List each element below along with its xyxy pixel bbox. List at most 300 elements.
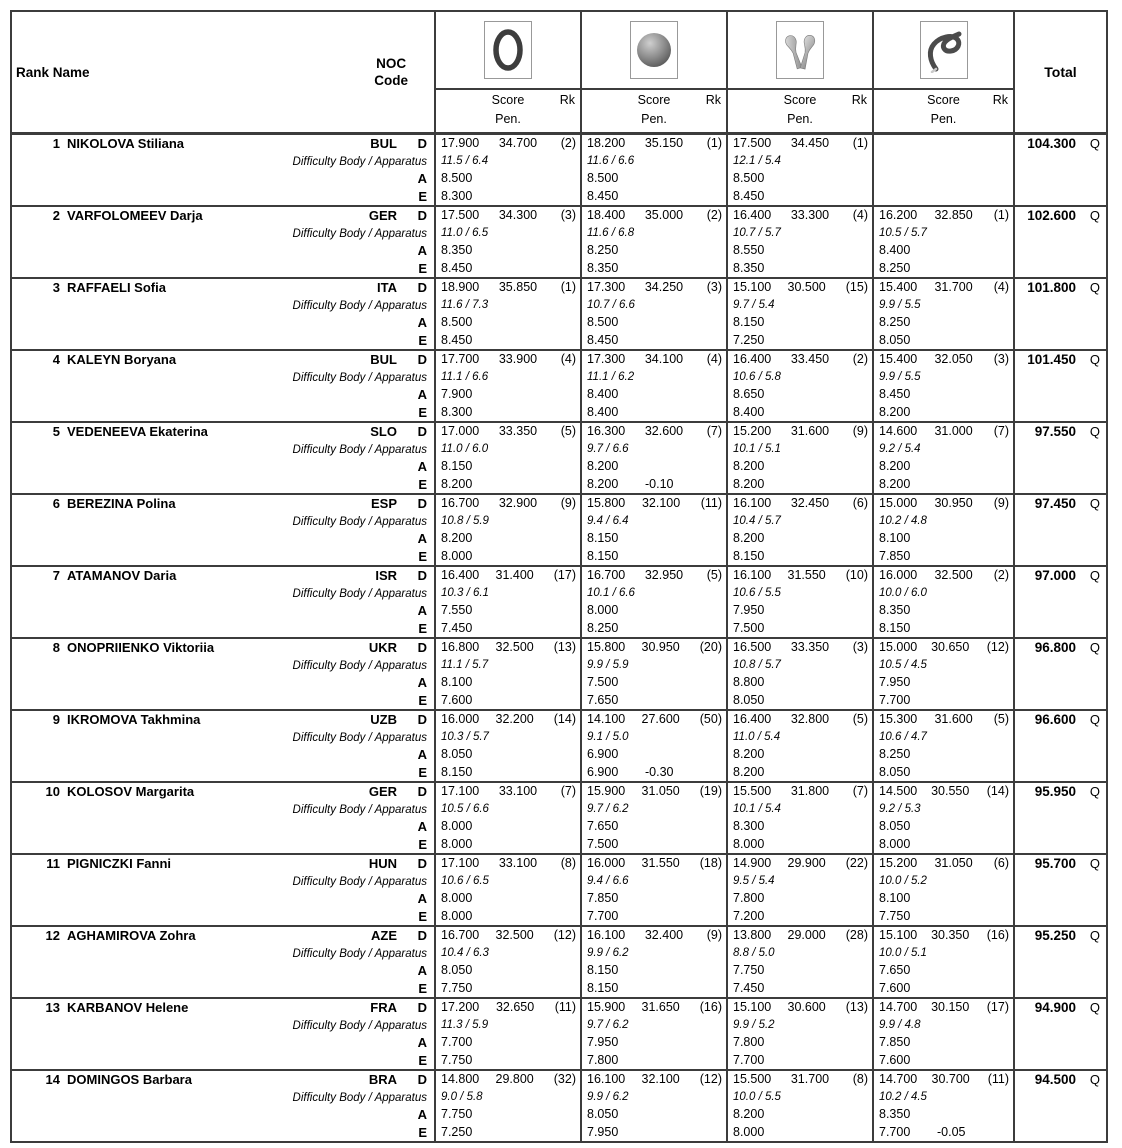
clubs-rank: (13) (845, 1000, 868, 1014)
ball-e-score: 8.350 (587, 260, 619, 275)
clubs-e-line (728, 1124, 872, 1142)
total-cell (1013, 783, 1106, 853)
difficulty-label: Difficulty Body / Apparatus (292, 875, 427, 888)
ball-total-score: 31.650 (641, 1000, 680, 1014)
ribbon-d-line (874, 423, 1013, 441)
ball-d-line (582, 495, 726, 513)
hoop-e-score: 8.150 (441, 764, 473, 779)
total-line (1017, 1071, 1102, 1089)
difficulty-line (12, 369, 434, 387)
athlete-cell (12, 567, 434, 637)
ball-d-score: 16.100 (587, 1072, 626, 1086)
clubs-a-line (728, 818, 872, 836)
e-line (12, 836, 434, 854)
ribbon-rank: (12) (986, 640, 1009, 654)
ball-rank: (50) (699, 712, 722, 726)
ball-d-line (582, 783, 726, 801)
ribbon-rank: (3) (993, 352, 1009, 366)
clubs-score-cell (726, 279, 872, 349)
table-row (12, 781, 1106, 853)
clubs-rank: (15) (845, 280, 868, 294)
ribbon-d-line (874, 855, 1013, 873)
clubs-a-line (728, 962, 872, 980)
clubs-a-line (728, 1034, 872, 1052)
difficulty-line (12, 729, 434, 747)
total-line (1017, 639, 1102, 657)
hoop-e-line (436, 1052, 580, 1070)
clubs-penalty (791, 548, 853, 566)
ball-e-score: 7.500 (587, 836, 619, 851)
ball-e-score: 8.400 (587, 404, 619, 419)
clubs-a-line (728, 530, 872, 548)
difficulty-label: Difficulty Body / Apparatus (292, 299, 427, 312)
noc-code: UZB (370, 712, 397, 727)
clubs-a-score: 8.200 (733, 459, 765, 473)
ball-a-score: 8.500 (587, 315, 619, 329)
ball-penalty (645, 188, 707, 206)
ribbon-score-cell (872, 711, 1013, 781)
a-line (12, 458, 434, 476)
ball-total-score: 32.100 (641, 1072, 680, 1086)
clubs-rank: (6) (852, 496, 868, 510)
clubs-difficulty-values: 11.0 / 5.4 (733, 730, 781, 743)
a-row-label: A (417, 459, 427, 474)
hoop-score-cell (434, 207, 580, 277)
clubs-d-line (728, 135, 872, 153)
ball-d-score: 14.100 (587, 712, 626, 726)
ball-icon-area (582, 12, 726, 88)
clubs-a-line (728, 674, 872, 692)
athlete-cell (12, 495, 434, 565)
clubs-d-line (728, 1071, 872, 1089)
athlete-cell (12, 351, 434, 421)
clubs-d-score: 17.500 (733, 136, 772, 150)
ball-e-line (582, 1052, 726, 1070)
hoop-e-score: 8.450 (441, 332, 473, 347)
ball-total-score: 32.100 (641, 496, 681, 510)
ball-rank: (7) (706, 424, 722, 438)
ball-e-line (582, 764, 726, 782)
e-line (12, 188, 434, 206)
ribbon-difficulty-values: 9.9 / 4.8 (879, 1018, 921, 1031)
total-line (1017, 495, 1102, 513)
ball-d-line (582, 351, 726, 369)
ball-d-line (582, 423, 726, 441)
clubs-rank: (2) (852, 352, 868, 366)
d-row-label: D (417, 136, 427, 151)
clubs-d-line (728, 495, 872, 513)
athlete-line (12, 207, 434, 225)
ribbon-a-score: 8.350 (879, 1107, 911, 1121)
hoop-difficulty-values: 10.8 / 5.9 (441, 514, 489, 527)
a-row-label: A (417, 891, 427, 906)
ball-penalty (645, 836, 707, 854)
ball-e-line (582, 332, 726, 350)
score-label: Score (927, 93, 960, 107)
pen-label: Pen. (930, 112, 957, 126)
clubs-d-score: 16.500 (733, 640, 772, 654)
clubs-e-line (728, 980, 872, 998)
d-row-label: D (417, 784, 427, 799)
hoop-total-score: 33.900 (498, 352, 538, 366)
ball-a-score: 7.950 (587, 1035, 619, 1049)
ribbon-difficulty-values: 10.0 / 5.1 (879, 946, 927, 959)
qualified-flag: Q (1089, 640, 1100, 655)
e-line (12, 260, 434, 278)
ribbon-e-line (874, 836, 1013, 854)
clubs-e-score: 7.450 (733, 980, 765, 995)
ribbon-d-score: 15.200 (879, 856, 918, 870)
hoop-a-line (436, 818, 580, 836)
clubs-score-header (728, 88, 872, 132)
athlete-rank: 7 (52, 568, 60, 583)
ball-penalty (645, 1052, 707, 1070)
total-score: 94.500 (1034, 1072, 1076, 1087)
ball-e-line (582, 692, 726, 710)
ball-rank: (4) (706, 352, 722, 366)
clubs-e-line (728, 836, 872, 854)
difficulty-line (12, 513, 434, 531)
hoop-penalty (499, 1052, 561, 1070)
ribbon-a-line (874, 1034, 1013, 1052)
total-cell (1013, 423, 1106, 493)
noc-code: ISR (375, 568, 397, 583)
ribbon-a-line (874, 314, 1013, 332)
hoop-total-score: 35.850 (498, 280, 538, 294)
clubs-e-score: 7.250 (733, 332, 765, 347)
ribbon-e-score: 7.700 (879, 1124, 911, 1139)
a-line (12, 242, 434, 260)
athlete-line (12, 783, 434, 801)
ball-e-score: 7.800 (587, 1052, 619, 1067)
difficulty-line (12, 297, 434, 315)
clubs-d-score: 16.100 (733, 496, 772, 510)
hoop-difficulty-values: 10.6 / 6.5 (441, 874, 489, 887)
ribbon-d-score (879, 135, 937, 153)
hoop-e-score: 8.300 (441, 404, 473, 419)
ball-e-score: 8.200 (587, 476, 619, 491)
ribbon-a-score: 8.350 (879, 603, 911, 617)
difficulty-label: Difficulty Body / Apparatus (292, 803, 427, 816)
ribbon-difficulty-values: 10.5 / 5.7 (879, 226, 927, 239)
hoop-e-line (436, 1124, 580, 1142)
ribbon-d-score: 15.100 (879, 928, 918, 942)
clubs-e-line (728, 332, 872, 350)
clubs-total-score: 29.000 (787, 928, 826, 942)
clubs-a-score: 7.800 (733, 891, 765, 905)
ball-total-score: 31.050 (641, 784, 680, 798)
hoop-difficulty-values: 9.0 / 5.8 (441, 1090, 483, 1103)
ball-d-line (582, 711, 726, 729)
ribbon-icon (920, 21, 968, 79)
ball-total-score: 32.400 (644, 928, 684, 942)
clubs-rank: (10) (845, 568, 868, 582)
clubs-total-score: 33.300 (790, 208, 830, 222)
clubs-a-score: 8.650 (733, 387, 765, 401)
ribbon-a-score (879, 170, 937, 188)
clubs-d-score: 15.200 (733, 424, 772, 438)
ribbon-total-score: 32.050 (934, 352, 973, 366)
ball-a-score: 8.150 (587, 963, 619, 977)
hoop-a-line (436, 674, 580, 692)
ribbon-score-cell (872, 783, 1013, 853)
athlete-cell (12, 639, 434, 709)
ball-difficulty-values: 11.1 / 6.2 (587, 370, 635, 383)
ribbon-e-score: 8.000 (879, 836, 911, 851)
athlete-line (12, 495, 434, 513)
clubs-penalty (791, 620, 853, 638)
clubs-total-score: 31.550 (787, 568, 826, 582)
pen-label: Pen. (787, 112, 813, 126)
ball-column-header (580, 12, 726, 132)
ball-total-score: 32.950 (644, 568, 684, 582)
ball-e-line (582, 548, 726, 566)
athlete-name: AGHAMIROVA Zohra (67, 928, 196, 943)
e-line (12, 548, 434, 566)
hoop-score-cell (434, 927, 580, 997)
total-score: 97.550 (1034, 424, 1076, 439)
ball-a-score: 7.500 (587, 675, 619, 689)
ribbon-e-line (874, 620, 1013, 638)
ribbon-a-score: 8.100 (879, 891, 911, 905)
hoop-rank: (11) (554, 1000, 576, 1014)
noc-code: BUL (370, 352, 397, 367)
ball-rank: (19) (699, 784, 722, 798)
ribbon-total-score: 30.350 (931, 928, 970, 942)
hoop-rank: (9) (560, 496, 576, 510)
hoop-e-score: 7.750 (441, 980, 473, 995)
e-line (12, 404, 434, 422)
total-cell (1013, 639, 1106, 709)
hoop-a-line (436, 170, 580, 188)
clubs-e-line (728, 476, 872, 494)
hoop-d-score: 14.800 (441, 1072, 480, 1086)
hoop-penalty (499, 260, 561, 278)
athlete-line (12, 639, 434, 657)
clubs-e-line (728, 188, 872, 206)
clubs-difficulty-values: 9.5 / 5.4 (733, 874, 775, 887)
hoop-penalty (499, 404, 561, 422)
hoop-score-cell (434, 279, 580, 349)
clubs-score-cell (726, 495, 872, 565)
ball-a-line (582, 1034, 726, 1052)
ball-e-score: 8.450 (587, 332, 619, 347)
ball-d-line (582, 207, 726, 225)
a-row-label: A (417, 531, 427, 546)
ball-a-line (582, 314, 726, 332)
hoop-a-score: 8.500 (441, 315, 473, 329)
hoop-d-score: 17.000 (441, 424, 480, 438)
ball-a-score: 8.400 (587, 387, 619, 401)
ball-a-score: 8.200 (587, 459, 619, 473)
ribbon-difficulty-values (874, 153, 1013, 171)
ribbon-e-line (874, 548, 1013, 566)
ball-score-cell (580, 1071, 726, 1141)
table-row (12, 135, 1106, 205)
ribbon-penalty (937, 980, 999, 998)
ball-score-cell (580, 999, 726, 1069)
ribbon-a-line (874, 674, 1013, 692)
ribbon-d-line (874, 279, 1013, 297)
ball-penalty (645, 1124, 707, 1142)
clubs-d-line (728, 855, 872, 873)
clubs-e-score: 8.050 (733, 692, 765, 707)
hoop-a-score: 8.200 (441, 531, 473, 545)
hoop-d-line (436, 567, 580, 585)
ribbon-e-line (874, 1052, 1013, 1070)
ball-a-line (582, 170, 726, 188)
ribbon-score-cell (872, 1071, 1013, 1141)
d-row-label: D (417, 856, 427, 871)
clubs-d-score: 16.100 (733, 568, 772, 582)
hoop-e-line (436, 692, 580, 710)
ribbon-a-score: 7.850 (879, 1035, 911, 1049)
ball-penalty (645, 908, 707, 926)
difficulty-label: Difficulty Body / Apparatus (292, 443, 427, 456)
clubs-d-line (728, 567, 872, 585)
clubs-d-line (728, 711, 872, 729)
table-row (12, 709, 1106, 781)
ribbon-a-line (874, 602, 1013, 620)
hoop-d-line (436, 711, 580, 729)
ball-a-score: 7.850 (587, 891, 619, 905)
difficulty-label: Difficulty Body / Apparatus (292, 155, 427, 168)
results-table (10, 10, 1108, 1143)
rk-label: Rk (705, 93, 721, 107)
difficulty-line (12, 873, 434, 891)
athlete-rank: 5 (52, 424, 60, 439)
ribbon-e-line (874, 764, 1013, 782)
ball-a-line (582, 890, 726, 908)
qualified-flag: Q (1089, 712, 1100, 727)
ball-score-cell (580, 567, 726, 637)
clubs-e-line (728, 620, 872, 638)
pen-label: Pen. (641, 112, 667, 126)
ribbon-a-score: 8.250 (879, 315, 911, 329)
ribbon-total-score: 32.500 (934, 568, 973, 582)
ribbon-e-line (874, 1124, 1013, 1142)
ribbon-e-line (874, 332, 1013, 350)
ribbon-penalty (937, 188, 999, 206)
hoop-total-score: 32.650 (495, 1000, 535, 1014)
ribbon-difficulty-values: 10.0 / 5.2 (879, 874, 927, 887)
qualified-flag: Q (1089, 352, 1100, 367)
ball-rank: (9) (706, 928, 722, 942)
athlete-cell (12, 783, 434, 853)
ball-score-cell (580, 351, 726, 421)
ribbon-total-score (937, 135, 999, 153)
clubs-e-score: 8.000 (733, 1124, 765, 1139)
ribbon-d-score: 15.000 (879, 640, 918, 654)
hoop-d-score: 16.800 (441, 640, 480, 654)
ribbon-icon-area (874, 12, 1013, 88)
athlete-cell (12, 927, 434, 997)
clubs-difficulty-values: 10.1 / 5.4 (733, 802, 781, 815)
hoop-rank: (8) (560, 856, 576, 870)
total-score: 101.450 (1027, 352, 1076, 367)
total-cell (1013, 207, 1106, 277)
athlete-rank: 1 (52, 136, 60, 151)
e-row-label: E (418, 908, 427, 924)
ribbon-rank: (11) (987, 1072, 1009, 1086)
a-row-label: A (417, 243, 427, 258)
difficulty-line (12, 801, 434, 819)
hoop-score-cell (434, 1071, 580, 1141)
score-label: Score (491, 93, 525, 107)
ribbon-score-cell (872, 135, 1013, 205)
ribbon-penalty (937, 332, 999, 350)
qualified-flag: Q (1089, 496, 1100, 511)
athlete-rank: 9 (52, 712, 60, 727)
noc-code: ESP (370, 496, 397, 511)
total-score: 95.250 (1034, 928, 1076, 943)
ball-e-line (582, 404, 726, 422)
clubs-d-line (728, 351, 872, 369)
total-cell (1013, 135, 1106, 205)
hoop-d-score: 17.900 (441, 136, 480, 150)
athlete-cell (12, 1071, 434, 1141)
ribbon-total-score: 32.850 (934, 208, 973, 222)
ball-total-score: 27.600 (641, 712, 680, 726)
ball-a-line (582, 602, 726, 620)
ball-score-cell (580, 279, 726, 349)
ball-e-line (582, 908, 726, 926)
clubs-column-header (726, 12, 872, 132)
hoop-d-line (436, 999, 580, 1017)
clubs-score-cell (726, 999, 872, 1069)
hoop-d-score: 16.700 (441, 928, 480, 942)
ball-a-line (582, 530, 726, 548)
ball-a-score: 7.650 (587, 819, 619, 833)
hoop-score-cell (434, 999, 580, 1069)
hoop-rank: (4) (560, 352, 576, 366)
ball-e-score: 8.150 (587, 980, 619, 995)
clubs-difficulty-values: 10.1 / 5.1 (733, 442, 781, 455)
ribbon-score-cell (872, 855, 1013, 925)
table-row (12, 637, 1106, 709)
difficulty-label: Difficulty Body / Apparatus (292, 1091, 427, 1104)
ribbon-score-cell (872, 495, 1013, 565)
clubs-d-line (728, 423, 872, 441)
ribbon-rank: (2) (993, 568, 1009, 582)
ball-rank: (2) (706, 208, 722, 222)
total-cell (1013, 711, 1106, 781)
hoop-score-cell (434, 711, 580, 781)
clubs-penalty (791, 980, 853, 998)
ball-d-line (582, 279, 726, 297)
ball-d-line (582, 639, 726, 657)
clubs-a-line (728, 242, 872, 260)
athlete-line (12, 927, 434, 945)
clubs-a-score: 7.800 (733, 1035, 765, 1049)
ribbon-d-line (874, 927, 1013, 945)
ribbon-d-line (874, 999, 1013, 1017)
clubs-score-cell (726, 855, 872, 925)
clubs-score-cell (726, 423, 872, 493)
ball-score-header (582, 88, 726, 132)
ribbon-e-score: 8.050 (879, 764, 911, 779)
table-row (12, 853, 1106, 925)
total-line (1017, 351, 1102, 369)
ball-d-score: 16.300 (587, 424, 626, 438)
a-line (12, 818, 434, 836)
d-row-label: D (417, 640, 427, 655)
clubs-e-score: 8.400 (733, 404, 765, 419)
clubs-rank: (1) (852, 136, 868, 150)
hoop-penalty (499, 908, 561, 926)
athlete-name: RAFFAELI Sofia (67, 280, 166, 295)
hoop-d-score: 17.700 (441, 352, 480, 366)
